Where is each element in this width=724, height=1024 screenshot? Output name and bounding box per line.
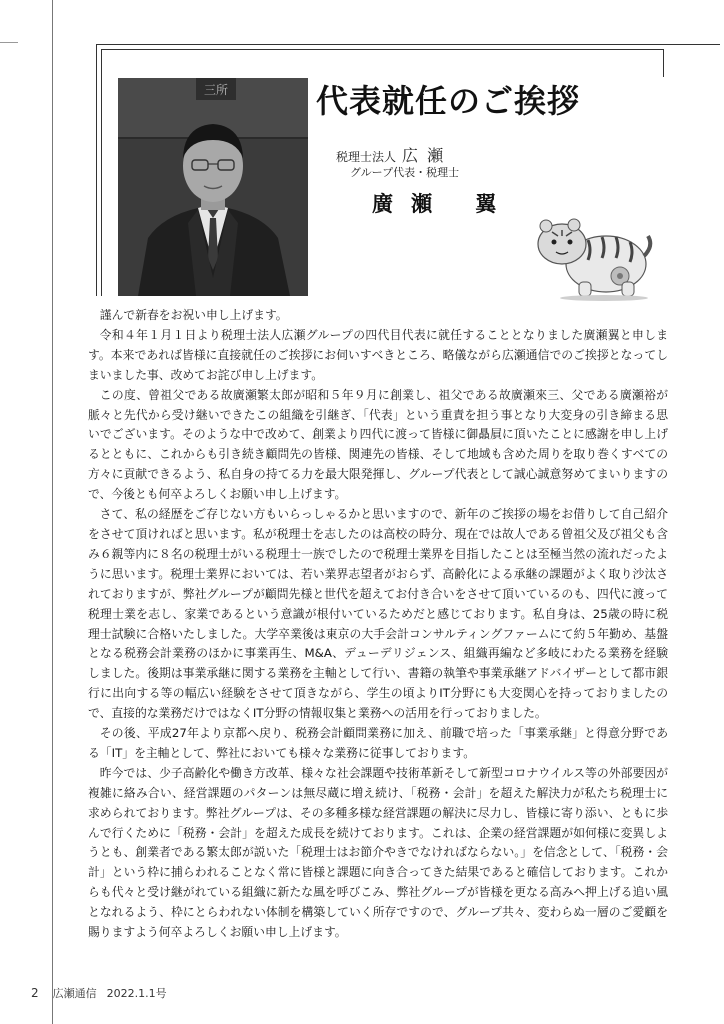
firm-line: [336, 143, 445, 166]
paragraph-outlook: 昨今では、少子高齢化や働き方改革、様々な社会課題や技術革新そして新型コロナウイルス等の外部要因が複雑に絡み合い、経営課題のパターンは無尽蔵に増え続け、「税務・会計」を超えた解決力が私たち税理士に求められております。弊社グループは、その多種多様な経営課題の解決に尽力し、皆様に寄り添い、ともに歩んで行くために「税務・会計」を超えた成長を続けております。これは、企業の経営課題が如何様に変異しようとも、創業者である繁太郎が説いた「税理士はお節介やきでなければならない。」を信念として、「税務・会計」という枠に捕らわれることなく常に皆様と課題に向き合ってきた結果であると確信しております。これからも代々と受け継がれている組織に新たな風を呼びこみ、弊社グループが皆様を更なる高みへ押上げる追い風となれるよう、枠にとらわれない体制を構築していく所存ですので、グループ共々、変わらぬ一層のご愛顧を賜りますよう何卒よろしくお願い申し上げます。: [88, 765, 668, 940]
firm-name: 広 瀬: [402, 146, 446, 165]
paragraph-greeting: 謹んで新春をお祝い申し上げます。: [99, 308, 288, 322]
firm-label: 税理士法人: [336, 150, 397, 164]
page-title: 代表就任のご挨拶: [316, 82, 581, 120]
paragraph-return: その後、平成27年より京都へ戻り、税務会計顧問業務に加え、前職で培った「事業承継」と得意分野である「IT」を主軸として、弊社においても様々な業務に従事しております。: [88, 726, 668, 760]
author-photo: [118, 78, 308, 296]
frame-right-inner-line: [663, 49, 664, 77]
photo-sign-text: 三所: [203, 83, 229, 97]
footer: [31, 985, 167, 1001]
author-position: グループ代表・税理士: [350, 166, 460, 179]
author-name: 廣瀬 翼: [372, 191, 515, 216]
article-body: [88, 306, 668, 943]
frame-top-inner-line: [101, 49, 663, 50]
frame-left-outer-line: [96, 44, 97, 296]
paragraph-career: さて、私の経歴をご存じない方もいらっしゃるかと思いますので、新年のご挨拶の場をお借りして自己紹介をさせて頂ければと思います。私が税理士を志したのは高校の時分、現在では故人である曾祖父及び祖父も含み６親等内に８名の税理士がいる税理士一族でしたので税理士業界を目指したことは至極当然の流れだったように思います。税理士業界においては、若い業界志望者がおらず、高齢化による承継の課題がよく取り沙汰されておりますが、弊社グループが顧問先様と世代を超えてお付き合いをさせて頂いているのも、四代に渡って税理士業を志し、家業であるという意識が根付いているためだと感じております。私自身は、25歳の時に税理士試験に合格いたしました。大学卒業後は東京の大手会計コンサルティングファームにて約５年勤め、基盤となる税務会計業務のほかに事業再生、M&A、デューデリジェンス、組織再編など多岐にわたる業務を経験しました。後期は事業承継に関する業務を主軸として行い、書籍の執筆や事業承継アドバイザーとして都市銀行に出向する等の幅広い経験をさせて頂きながら、学生の頃よりIT分野にも大変関心を持っておりましたので、直接的な業務だけではなくIT分野の情報収集と業務への活用を行っておりました。: [88, 507, 668, 721]
publication-name: 広瀬通信: [52, 987, 97, 1000]
paragraph-appointment: 令和４年１月１日より税理士法人広瀬グループの四代目代表に就任することとなりました廣瀬翼と申します。本来であれば皆様に直接就任のご挨拶にお伺いすべきところ、略儀ながら広瀬通信でのご挨拶となってしまいました事、改めてお詫び申し上げます。: [88, 327, 668, 382]
page-number: 2: [31, 986, 39, 1000]
frame-left-inner-line: [101, 49, 102, 296]
corner-mark: [0, 42, 18, 43]
issue-label: 2022.1.1号: [106, 987, 167, 1000]
frame-top-outer-line: [96, 44, 720, 45]
paragraph-history: この度、曾祖父である故廣瀬繁太郎が昭和５年９月に創業し、祖父である故廣瀬來三、父である廣瀬裕が脈々と先代から受け継いできたこの組織を引継ぎ、「代表」という重責を担う事となり大変身の引き締まる思いでございます。そのような中で改めて、創業より四代に渡って皆様に御贔屓に頂いたことに感謝を申し上げるとともに、これからも引き続き顧問先の皆様、関連先の皆様、そして地域も含めた周りを取り巻くすべての方々に貢献できるよう、私自身の持てる力を最大限発揮し、グループ代表として誠心誠意努めてまいりますので、今後とも何卒よろしくお願い申し上げます。: [88, 387, 668, 502]
tiger-illustration: [524, 206, 654, 301]
gutter-line: [52, 0, 53, 1024]
